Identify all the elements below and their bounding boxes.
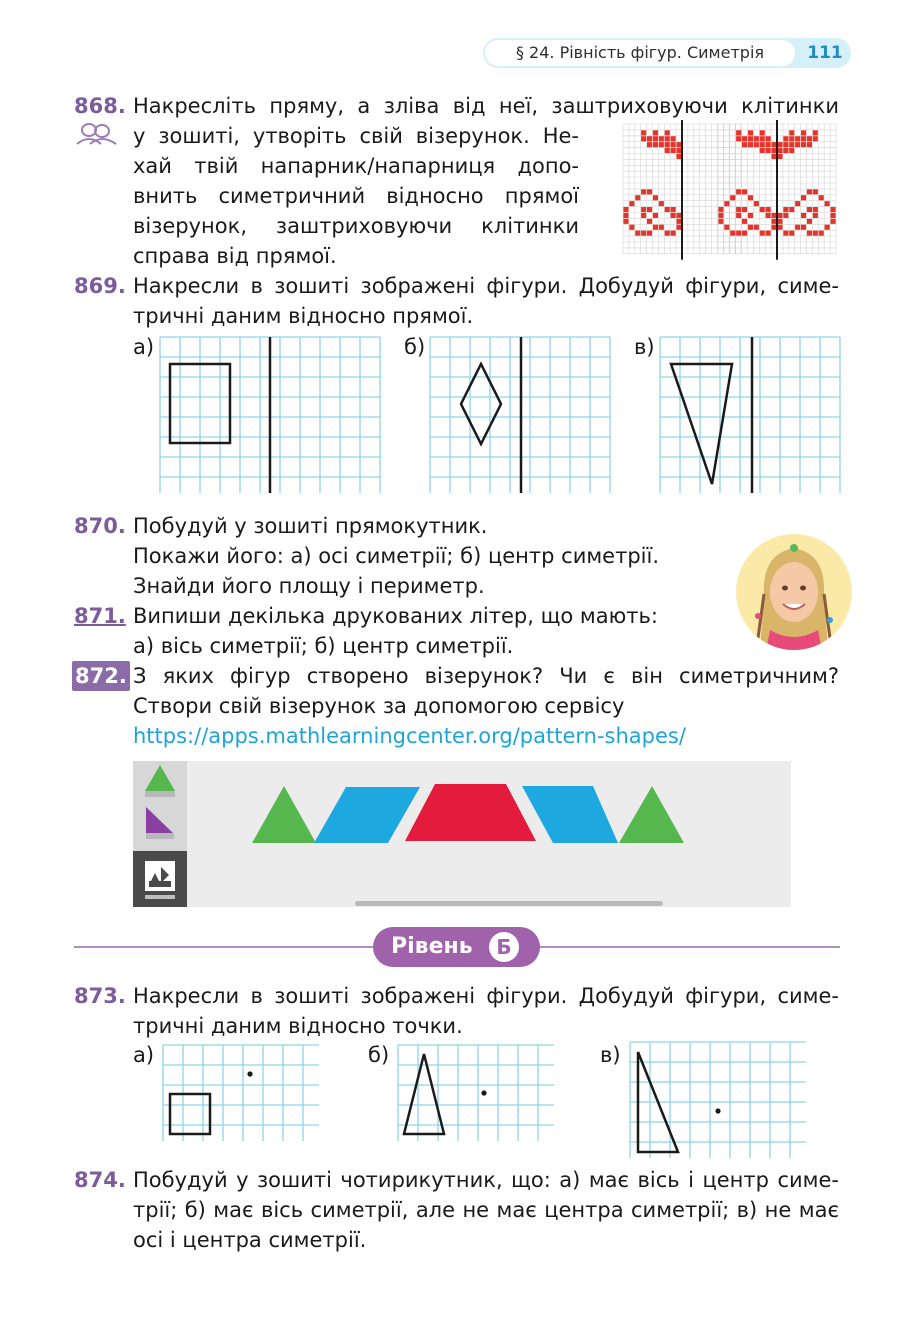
ex874-line-1: Побудуй у зошиті чотирикутник, що: а) має вісь і центр симе- xyxy=(133,1168,839,1192)
purple-shape-tool-icon[interactable] xyxy=(146,807,174,839)
ex870-line-3: Знайди його площу і периметр. xyxy=(133,574,485,598)
red-trapezoid-shape[interactable] xyxy=(405,784,536,841)
grid-873-a xyxy=(163,1045,319,1141)
ex868-line-1: Накресліть пряму, а зліва від неї, заштриховуючи клітинки xyxy=(133,94,839,118)
exercise-number-870: 870. xyxy=(74,514,126,538)
ex874-line-2: трії; б) має вісь симетрії, але не має центра симетрії; в) не має xyxy=(133,1198,839,1222)
ex868-line-4: внить симетричний відносно прямої xyxy=(133,184,579,208)
exercise-number-868: 868. xyxy=(74,94,126,118)
grid-873-b xyxy=(398,1045,554,1141)
ex873-label-b: б) xyxy=(368,1043,390,1067)
ex871-line-2: а) вісь симетрії; б) центр симетрії. xyxy=(133,634,514,658)
triangle-tool-icon[interactable] xyxy=(145,765,175,797)
section-title: § 24. Рівність фігур. Симетрія xyxy=(485,40,795,66)
level-letter: Б xyxy=(489,932,519,962)
rhombus-figure xyxy=(461,364,501,444)
pair-work-icon xyxy=(76,122,118,148)
ex869-label-a: а) xyxy=(133,335,155,359)
ex874-line-3: осі і центра симетрії. xyxy=(133,1228,367,1252)
ex872-line-1: З яких фігур створено візерунок? Чи є він симетричним? xyxy=(133,664,839,688)
symmetry-point xyxy=(715,1108,720,1113)
page-number: 111 xyxy=(807,43,843,63)
app-toolbar-icons xyxy=(133,761,187,851)
ornament-full-figure xyxy=(718,124,836,256)
level-badge xyxy=(373,927,540,967)
symmetry-point xyxy=(247,1071,252,1076)
green-triangle-shape[interactable] xyxy=(252,786,316,843)
exercise-number-872: 872. xyxy=(72,661,130,691)
grid-873-c xyxy=(630,1042,806,1158)
exercise-number-869: 869. xyxy=(74,274,126,298)
ex870-line-2: Покажи його: а) осі симетрії; б) центр симетрії. xyxy=(133,544,660,568)
exercise-number-874: 874. xyxy=(74,1168,126,1192)
grid-869-c xyxy=(660,337,840,493)
ex869-label-c: в) xyxy=(634,335,655,359)
pattern-shapes-link[interactable]: https://apps.mathlearningcenter.org/pattern-shapes/ xyxy=(133,724,686,748)
ex868-line-3: хай твій напарник/напарниця допо- xyxy=(133,154,579,178)
ex873-line-1: Накресли в зошиті зображені фігури. Добудуй фігури, симе- xyxy=(133,984,839,1008)
stamp-tool-button[interactable] xyxy=(133,851,187,907)
ex868-line-5: візерунок, заштриховуючи клітинки xyxy=(133,214,579,238)
ex873-label-c: в) xyxy=(600,1043,621,1067)
grid-869-b xyxy=(430,337,610,493)
grid-869-a xyxy=(160,337,380,493)
exercise-number-871: 871. xyxy=(74,604,126,628)
ex868-line-2: у зошиті, утворіть свій візерунок. Не- xyxy=(133,124,579,148)
ex870-line-1: Побудуй у зошиті прямокутник. xyxy=(133,514,488,538)
ex868-line-6: справа від прямої. xyxy=(133,244,337,268)
level-title: Рівень xyxy=(391,934,473,959)
ex873-line-2: тричні даним відносно точки. xyxy=(133,1014,463,1038)
green-triangle-shape[interactable] xyxy=(619,786,684,843)
pattern-canvas[interactable] xyxy=(187,761,791,901)
grid-lines xyxy=(660,337,840,493)
ex869-label-b: б) xyxy=(404,335,426,359)
ex871-line-1: Випиши декілька друкованих літер, що мають: xyxy=(133,604,658,628)
exercise-number-873: 873. xyxy=(74,984,126,1008)
ex869-line-1: Накресли в зошиті зображені фігури. Добудуй фігури, симе- xyxy=(133,274,839,298)
blue-rhombus-shape[interactable] xyxy=(522,786,618,843)
ex872-line-2: Створи свій візерунок за допомогою сервісу xyxy=(133,694,625,718)
symmetry-point xyxy=(481,1090,486,1095)
app-scrollbar[interactable] xyxy=(355,901,663,906)
ex869-line-2: тричні даним відносно прямої. xyxy=(133,304,474,328)
ex873-label-a: а) xyxy=(133,1043,155,1067)
stamp-tool-icon xyxy=(133,851,187,907)
square-figure xyxy=(170,1094,210,1134)
blue-rhombus-shape[interactable] xyxy=(314,787,420,843)
